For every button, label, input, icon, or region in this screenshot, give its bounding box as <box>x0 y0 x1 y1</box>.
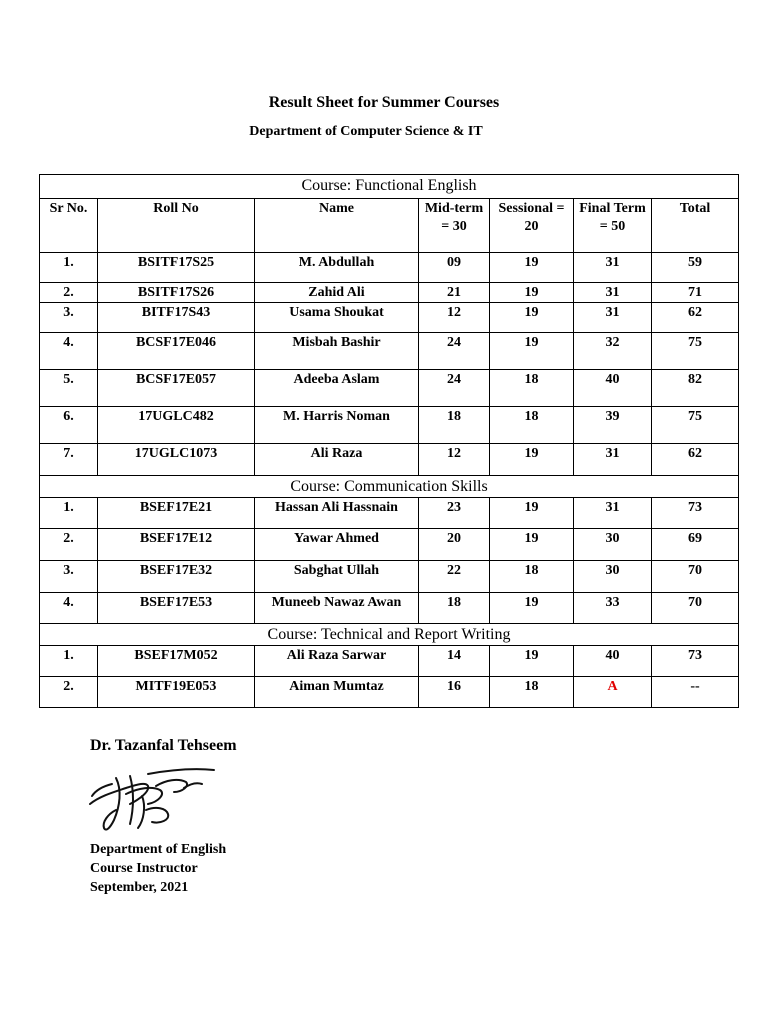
table-row <box>40 593 739 624</box>
final-term: 31 <box>574 283 652 303</box>
table-row <box>40 407 739 444</box>
table-row <box>40 333 739 370</box>
roll-no: BITF17S43 <box>98 303 255 333</box>
roll-no: BSEF17E12 <box>98 529 255 561</box>
column-header: Total <box>652 199 739 253</box>
student-name: Ali Raza <box>255 444 419 476</box>
course-header-row <box>40 476 739 498</box>
sr-no: 2. <box>40 677 98 708</box>
sr-no: 1. <box>40 498 98 529</box>
column-header: Sr No. <box>40 199 98 253</box>
mid-term: 12 <box>419 444 490 476</box>
course-title: Course: Technical and Report Writing <box>40 624 739 646</box>
final-term: 40 <box>574 646 652 677</box>
column-header: Sessional = 20 <box>490 199 574 253</box>
mid-term: 20 <box>419 529 490 561</box>
table-row <box>40 303 739 333</box>
sr-no: 5. <box>40 370 98 407</box>
handwritten-signature <box>86 766 220 836</box>
final-term: 30 <box>574 529 652 561</box>
roll-no: 17UGLC482 <box>98 407 255 444</box>
sr-no: 4. <box>40 333 98 370</box>
table-row <box>40 677 739 708</box>
page-title: Result Sheet for Summer Courses <box>268 94 500 111</box>
final-term: 39 <box>574 407 652 444</box>
mid-term: 12 <box>419 303 490 333</box>
total: 82 <box>652 370 739 407</box>
final-term: 40 <box>574 370 652 407</box>
final-term: A <box>574 677 652 708</box>
sessional: 19 <box>490 529 574 561</box>
column-header: Name <box>255 199 419 253</box>
mid-term: 16 <box>419 677 490 708</box>
total: 62 <box>652 303 739 333</box>
roll-no: BSEF17M052 <box>98 646 255 677</box>
sessional: 19 <box>490 498 574 529</box>
student-name: Zahid Ali <box>255 283 419 303</box>
sessional: 18 <box>490 407 574 444</box>
sessional: 19 <box>490 593 574 624</box>
student-name: Yawar Ahmed <box>255 529 419 561</box>
sessional: 18 <box>490 370 574 407</box>
mid-term: 18 <box>419 593 490 624</box>
table-row <box>40 498 739 529</box>
total: 59 <box>652 253 739 283</box>
final-term: 31 <box>574 444 652 476</box>
mid-term: 22 <box>419 561 490 593</box>
student-name: Hassan Ali Hassnain <box>255 498 419 529</box>
total: 69 <box>652 529 739 561</box>
total: 73 <box>652 498 739 529</box>
total: 73 <box>652 646 739 677</box>
mid-term: 23 <box>419 498 490 529</box>
student-name: Adeeba Aslam <box>255 370 419 407</box>
mid-term: 18 <box>419 407 490 444</box>
mid-term: 21 <box>419 283 490 303</box>
table-row <box>40 283 739 303</box>
course-title: Course: Communication Skills <box>40 476 739 498</box>
student-name: Muneeb Nawaz Awan <box>255 593 419 624</box>
total: 75 <box>652 333 739 370</box>
roll-no: BSITF17S25 <box>98 253 255 283</box>
sr-no: 4. <box>40 593 98 624</box>
total: 75 <box>652 407 739 444</box>
course-header-row <box>40 624 739 646</box>
final-term: 30 <box>574 561 652 593</box>
course-header-row <box>40 175 739 199</box>
table-row <box>40 646 739 677</box>
sessional: 18 <box>490 561 574 593</box>
final-term: 31 <box>574 303 652 333</box>
student-name: Usama Shoukat <box>255 303 419 333</box>
total: 71 <box>652 283 739 303</box>
roll-no: 17UGLC1073 <box>98 444 255 476</box>
course-title: Course: Functional English <box>40 175 739 199</box>
sr-no: 6. <box>40 407 98 444</box>
column-header-row <box>40 199 739 253</box>
student-name: Aiman Mumtaz <box>255 677 419 708</box>
column-header: Roll No <box>98 199 255 253</box>
total: 62 <box>652 444 739 476</box>
column-header: Final Term = 50 <box>574 199 652 253</box>
roll-no: BCSF17E046 <box>98 333 255 370</box>
roll-no: MITF19E053 <box>98 677 255 708</box>
sr-no: 2. <box>40 283 98 303</box>
sheet-date: September, 2021 <box>90 880 189 895</box>
instructor-department: Department of English <box>90 842 227 857</box>
sr-no: 7. <box>40 444 98 476</box>
sessional: 19 <box>490 303 574 333</box>
roll-no: BSITF17S26 <box>98 283 255 303</box>
instructor-details <box>90 840 226 897</box>
department-subtitle: Department of Computer Science & IT <box>249 124 483 139</box>
total: 70 <box>652 561 739 593</box>
student-name: Misbah Bashir <box>255 333 419 370</box>
instructor-role: Course Instructor <box>90 861 198 876</box>
table-row <box>40 529 739 561</box>
student-name: M. Harris Noman <box>255 407 419 444</box>
table-row <box>40 370 739 407</box>
student-name: M. Abdullah <box>255 253 419 283</box>
sr-no: 3. <box>40 561 98 593</box>
student-name: Ali Raza Sarwar <box>255 646 419 677</box>
instructor-name: Dr. Tazanfal Tehseem <box>90 737 237 754</box>
final-term: 31 <box>574 498 652 529</box>
table-row <box>40 561 739 593</box>
column-header: Mid-term = 30 <box>419 199 490 253</box>
total: 70 <box>652 593 739 624</box>
final-term: 32 <box>574 333 652 370</box>
table-row <box>40 444 739 476</box>
mid-term: 14 <box>419 646 490 677</box>
roll-no: BCSF17E057 <box>98 370 255 407</box>
roll-no: BSEF17E32 <box>98 561 255 593</box>
roll-no: BSEF17E53 <box>98 593 255 624</box>
sr-no: 1. <box>40 646 98 677</box>
sr-no: 1. <box>40 253 98 283</box>
sr-no: 2. <box>40 529 98 561</box>
mid-term: 24 <box>419 333 490 370</box>
sessional: 19 <box>490 646 574 677</box>
sessional: 19 <box>490 444 574 476</box>
sessional: 19 <box>490 283 574 303</box>
sessional: 19 <box>490 333 574 370</box>
mid-term: 24 <box>419 370 490 407</box>
final-term: 31 <box>574 253 652 283</box>
sessional: 19 <box>490 253 574 283</box>
mid-term: 09 <box>419 253 490 283</box>
results-table <box>39 174 739 708</box>
sr-no: 3. <box>40 303 98 333</box>
final-term: 33 <box>574 593 652 624</box>
roll-no: BSEF17E21 <box>98 498 255 529</box>
total: -- <box>652 677 739 708</box>
sessional: 18 <box>490 677 574 708</box>
table-row <box>40 253 739 283</box>
student-name: Sabghat Ullah <box>255 561 419 593</box>
